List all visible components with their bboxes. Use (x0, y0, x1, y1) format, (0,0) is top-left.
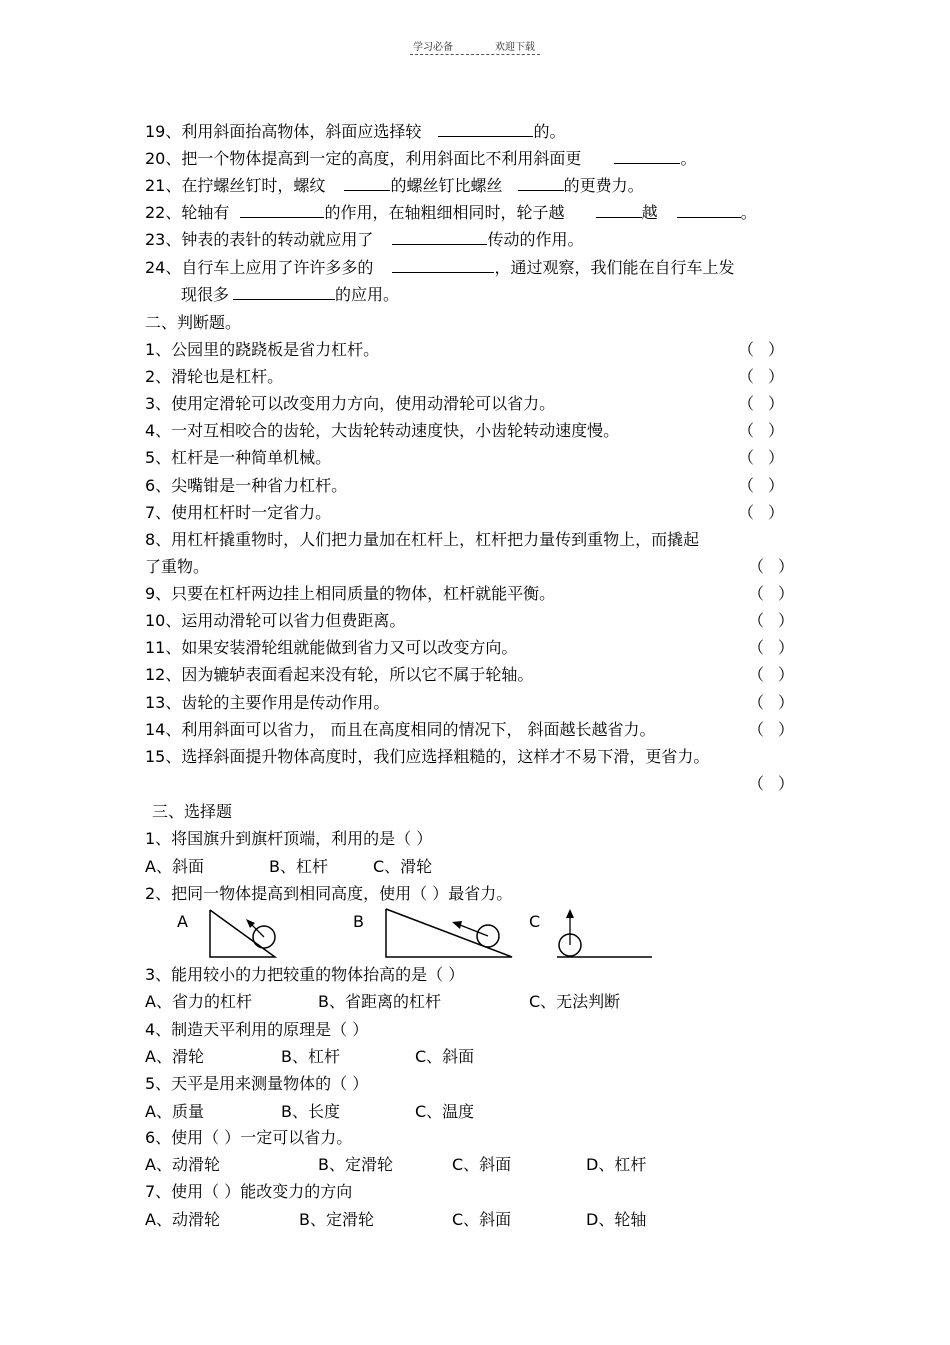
figure-label-c: C (529, 912, 541, 931)
judge-item-13: 13、齿轮的主要作用是传动作用。 (145, 693, 390, 712)
judge-item-9: 9、只要在杠杆两边挂上相同质量的物体，杠杆就能平衡。 (145, 584, 556, 603)
option-c[interactable]: C、斜面 (415, 1047, 475, 1066)
item-text: 。 (740, 203, 757, 222)
option-c[interactable]: C、滑轮 (373, 857, 433, 876)
answer-blank[interactable] (392, 258, 494, 273)
item-text: 在拧螺丝钉时，螺纹 (181, 176, 326, 195)
item-number: 24、 (145, 258, 182, 277)
item-text: 钟表的表针的转动就应用了 (181, 230, 374, 249)
option-c[interactable]: C、温度 (415, 1102, 475, 1121)
answer-parentheses[interactable]: （ ） (738, 367, 785, 386)
item-text: 的作用，在轴粗细相同时，轮子越 (324, 203, 565, 222)
fill-item-23 (145, 230, 584, 250)
option-c[interactable]: C、斜面 (452, 1210, 512, 1229)
choice-q5: 5、天平是用来测量物体的（ ） (145, 1074, 369, 1093)
choice-q3-options (145, 992, 620, 1012)
judge-item-5: 5、杠杆是一种简单机械。 (145, 448, 332, 467)
option-b[interactable]: B、长度 (281, 1102, 340, 1121)
choice-q6: 6、使用（ ）一定可以省力。 (145, 1128, 353, 1147)
fill-item-22 (145, 203, 757, 223)
item-text: 的。 (533, 122, 566, 141)
item-number: 19、 (145, 122, 182, 141)
judge-item-3: 3、使用定滑轮可以改变用力方向，使用动滑轮可以省力。 (145, 394, 556, 413)
choice-q2: 2、把同一物体提高到相同高度，使用（ ）最省力。 (145, 884, 513, 903)
option-b[interactable]: B、省距离的杠杆 (318, 992, 441, 1011)
item-text: 自行车上应用了许许多多的 (181, 258, 374, 277)
vertical-lift-diagram (552, 905, 657, 960)
item-text: 。 (680, 149, 697, 168)
judge-item-4: 4、一对互相咬合的齿轮，大齿轮转动速度快，小齿轮转动速度慢。 (145, 421, 620, 440)
header-divider (410, 54, 540, 55)
option-c[interactable]: C、无法判断 (529, 992, 621, 1011)
item-text: 越 (641, 203, 658, 222)
item-text: 现很多 (181, 285, 230, 304)
choice-q7: 7、使用（ ）能改变力的方向 (145, 1182, 353, 1201)
item-number: 22、 (145, 203, 182, 222)
judge-item-8: 8、用杠杆撬重物时，人们把力量加在杠杆上，杠杆把力量传到重物上，而撬起 (145, 530, 700, 549)
gentle-incline-diagram (382, 905, 517, 960)
answer-parentheses[interactable]: （ ） (748, 557, 795, 576)
answer-blank[interactable] (438, 122, 533, 137)
option-a[interactable]: A、斜面 (145, 857, 204, 876)
item-text: 的螺丝钉比螺丝 (390, 176, 503, 195)
choice-q7-options (145, 1210, 646, 1230)
answer-parentheses[interactable]: （ ） (748, 774, 795, 793)
judge-item-12: 12、因为辘轳表面看起来没有轮，所以它不属于轮轴。 (145, 665, 534, 684)
steep-incline-diagram (200, 905, 290, 960)
answer-blank[interactable] (344, 176, 390, 191)
answer-parentheses[interactable]: （ ） (748, 611, 795, 630)
answer-parentheses[interactable]: （ ） (748, 693, 795, 712)
answer-parentheses[interactable]: （ ） (738, 394, 785, 413)
fill-item-19 (145, 122, 566, 142)
option-a[interactable]: A、动滑轮 (145, 1155, 220, 1174)
item-text: 轮轴有 (181, 203, 230, 222)
item-text: 的更费力。 (563, 176, 644, 195)
option-d[interactable]: D、轮轴 (586, 1210, 647, 1229)
answer-parentheses[interactable]: （ ） (748, 638, 795, 657)
fill-item-24 (145, 258, 735, 278)
option-c[interactable]: C、斜面 (452, 1155, 512, 1174)
judge-item-11: 11、如果安装滑轮组就能做到省力又可以改变方向。 (145, 638, 518, 657)
item-number: 21、 (145, 176, 182, 195)
choice-q6-options (145, 1155, 646, 1175)
option-b[interactable]: B、杠杆 (281, 1047, 340, 1066)
answer-blank[interactable] (596, 203, 642, 218)
item-text: ，通过观察，我们能在自行车上发 (494, 258, 735, 277)
judge-item-15: 15、选择斜面提升物体高度时，我们应选择粗糙的，这样才不易下滑，更省力。 (145, 747, 710, 766)
answer-parentheses[interactable]: （ ） (748, 665, 795, 684)
judge-item-8-continued: 了重物。 (145, 557, 210, 576)
choice-q3: 3、能用较小的力把较重的物体抬高的是（ ） (145, 965, 465, 984)
option-a[interactable]: A、质量 (145, 1102, 204, 1121)
option-b[interactable]: B、定滑轮 (299, 1210, 374, 1229)
answer-parentheses[interactable]: （ ） (738, 421, 785, 440)
answer-blank[interactable] (240, 203, 324, 218)
item-text: 的应用。 (335, 285, 400, 304)
fill-item-20 (145, 149, 697, 169)
section-title-judge: 二、判断题。 (145, 313, 242, 332)
option-a[interactable]: A、动滑轮 (145, 1210, 220, 1229)
choice-q5-options (145, 1102, 474, 1122)
answer-parentheses[interactable]: （ ） (738, 340, 785, 359)
judge-item-2: 2、滑轮也是杠杆。 (145, 367, 284, 386)
item-text: 利用斜面抬高物体，斜面应选择较 (181, 122, 422, 141)
judge-item-14: 14、利用斜面可以省力， 而且在高度相同的情况下， 斜面越长越省力。 (145, 720, 656, 739)
option-b[interactable]: B、定滑轮 (318, 1155, 393, 1174)
answer-blank[interactable] (392, 230, 487, 245)
answer-parentheses[interactable]: （ ） (738, 476, 785, 495)
item-number: 23、 (145, 230, 182, 249)
fill-item-24-continued (181, 285, 399, 305)
answer-parentheses[interactable]: （ ） (748, 584, 795, 603)
option-b[interactable]: B、杠杆 (269, 857, 328, 876)
judge-item-1: 1、公园里的跷跷板是省力杠杆。 (145, 340, 380, 359)
answer-parentheses[interactable]: （ ） (748, 720, 795, 739)
item-number: 20、 (145, 149, 182, 168)
item-text: 传动的作用。 (487, 230, 584, 249)
judge-item-7: 7、使用杠杆时一定省力。 (145, 503, 332, 522)
choice-q4-options (145, 1047, 474, 1067)
answer-blank[interactable] (233, 285, 335, 300)
header-right-text: 欢迎下载 (495, 42, 535, 53)
answer-blank[interactable] (677, 203, 741, 218)
answer-parentheses[interactable]: （ ） (738, 503, 785, 522)
answer-parentheses[interactable]: （ ） (738, 448, 785, 467)
figure-label-a: A (177, 912, 188, 931)
judge-item-6: 6、尖嘴钳是一种省力杠杆。 (145, 476, 348, 495)
choice-q1: 1、将国旗升到旗杆顶端，利用的是（ ） (145, 829, 433, 848)
fill-item-21 (145, 176, 644, 196)
figure-label-b: B (353, 912, 364, 931)
item-text: 把一个物体提高到一定的高度，利用斜面比不利用斜面更 (181, 149, 582, 168)
answer-blank[interactable] (518, 176, 564, 191)
header-left-text: 学习必备 (413, 42, 453, 53)
answer-blank[interactable] (614, 149, 680, 164)
option-d[interactable]: D、杠杆 (586, 1155, 647, 1174)
choice-q4: 4、制造天平利用的原理是（ ） (145, 1020, 369, 1039)
option-a[interactable]: A、省力的杠杆 (145, 992, 252, 1011)
section-title-choice: 三、选择题 (152, 802, 233, 821)
choice-q1-options (145, 857, 432, 877)
option-a[interactable]: A、滑轮 (145, 1047, 204, 1066)
judge-item-10: 10、运用动滑轮可以省力但费距离。 (145, 611, 406, 630)
